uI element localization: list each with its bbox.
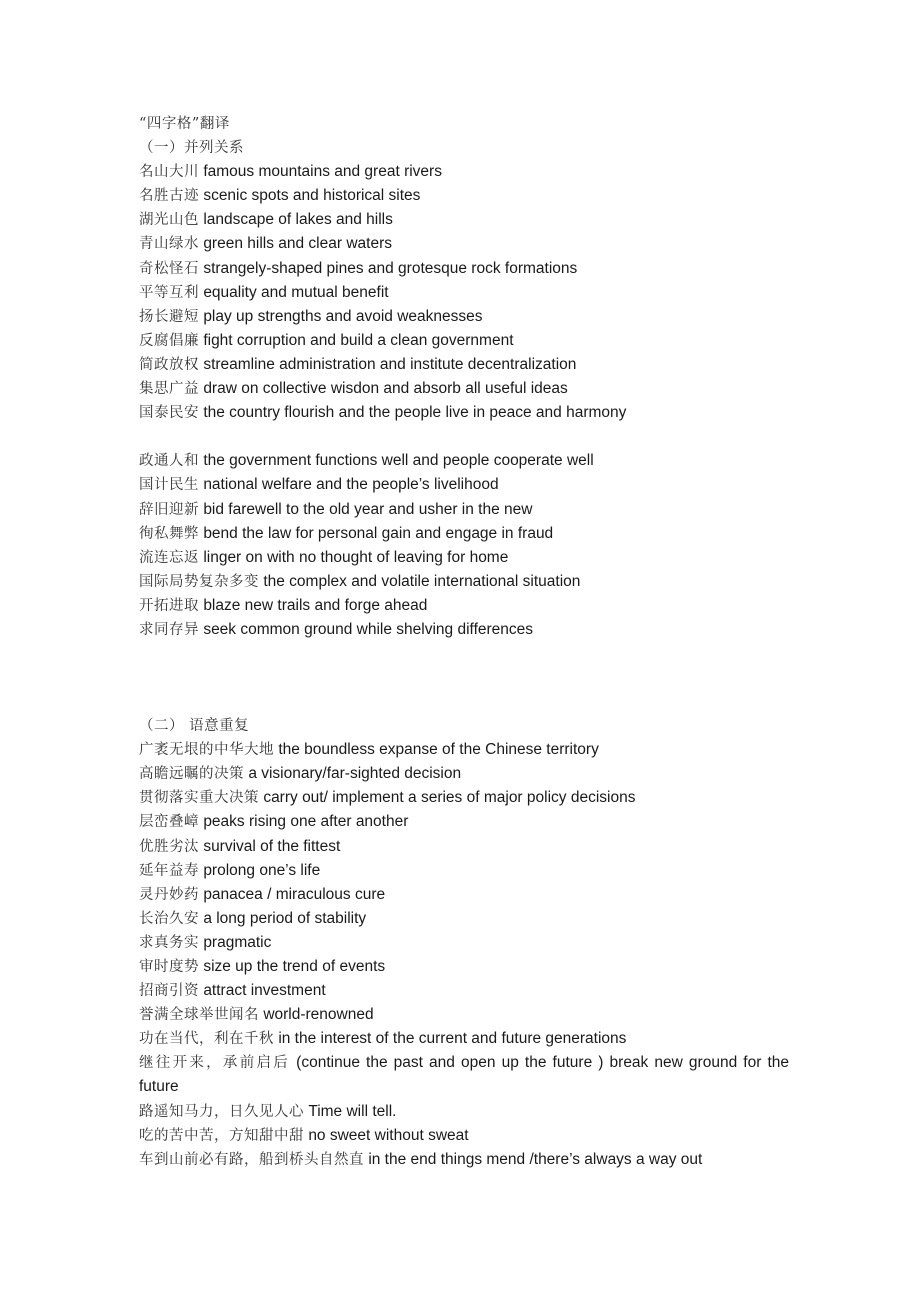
phrase-entry [139,232,789,256]
chinese-phrase: 国泰民安 [139,405,199,422]
phrase-entry [139,1051,789,1099]
phrase-entry [139,1003,789,1027]
phrase-entry [139,835,789,859]
english-translation: (continue the past and open up the future ) break new ground for the future [139,1054,790,1096]
english-translation: in the interest of the current and future generations [278,1030,627,1048]
phrase-entry [139,353,789,377]
phrase-entry [139,618,789,642]
phrase-entry [139,184,789,208]
chinese-phrase: 吃的苦中苦，方知甜中甜 [139,1127,304,1144]
english-translation: the country flourish and the people live in peace and harmony [203,404,627,422]
english-translation: size up the trend of events [203,958,386,975]
english-translation: carry out/ implement a series of major policy decisions [263,789,636,807]
english-translation: famous mountains and great rivers [203,163,442,181]
phrase-entry [139,1148,789,1172]
english-translation: draw on collective wisdon and absorb all useful ideas [203,380,568,398]
phrase-entry [139,160,789,184]
chinese-phrase: 审时度势 [139,959,199,975]
section-heading: （二） 语意重复 [139,718,250,735]
english-translation: peaks rising one after another [203,813,409,831]
chinese-phrase: 开拓进取 [139,597,199,614]
chinese-phrase: 继往开来，承前启后 [139,1055,291,1072]
chinese-phrase: 求真务实 [139,934,199,951]
chinese-phrase: 流连忘返 [139,549,199,566]
phrase-list [139,449,789,642]
english-translation: the complex and volatile international situation [263,572,581,590]
phrase-entry [139,955,789,979]
chinese-phrase: 优胜劣汰 [139,838,199,855]
phrase-entry [139,208,789,232]
english-translation: attract investment [203,982,326,1000]
phrase-entry [139,498,789,522]
chinese-phrase: 集思广益 [139,381,199,398]
chinese-phrase: 广袤无垠的中华大地 [139,742,274,759]
phrase-entry [139,883,789,907]
phrase-entry [139,377,789,401]
phrase-entry [139,594,789,618]
chinese-phrase: 誉满全球举世闻名 [139,1007,259,1024]
chinese-phrase: 高瞻远瞩的决策 [139,766,244,783]
english-translation: survival of the fittest [203,837,341,855]
chinese-phrase: 灵丹妙药 [139,886,199,903]
phrase-entry [139,305,789,329]
chinese-phrase: 贯彻落实重大决策 [139,790,259,807]
chinese-phrase: 名胜古迹 [139,188,199,205]
phrase-entry [139,786,789,810]
english-translation: a long period of stability [203,909,367,927]
chinese-phrase: 功在当代，利在千秋 [139,1031,274,1048]
phrase-list [139,738,789,1172]
phrase-entry [139,859,789,883]
english-translation: landscape of lakes and hills [203,211,393,229]
phrase-entry [139,281,789,305]
document-title: “四字格”翻译 [139,116,230,132]
english-translation: prolong one’s life [203,861,321,879]
section-gap [139,642,789,714]
phrase-entry [139,257,789,281]
chinese-phrase: 名山大川 [139,164,199,181]
english-translation: no sweet without sweat [308,1126,469,1144]
phrase-entry [139,570,789,594]
document-body [139,112,789,1172]
chinese-phrase: 反腐倡廉 [139,332,199,349]
chinese-phrase: 奇松怪石 [139,260,199,277]
chinese-phrase: 招商引资 [139,983,199,1000]
chinese-phrase: 延年益寿 [139,862,199,879]
english-translation: the government functions well and people cooperate well [203,452,594,470]
phrase-entry [139,449,789,473]
phrase-entry [139,329,789,353]
chinese-phrase: 政通人和 [139,453,199,470]
chinese-phrase: 长治久安 [139,910,199,927]
phrase-list [139,160,789,425]
phrase-entry [139,907,789,931]
english-translation: a visionary/far-sighted decision [248,765,462,783]
chinese-phrase: 国际局势复杂多变 [139,573,259,590]
english-translation: scenic spots and historical sites [203,187,421,205]
english-translation: pragmatic [203,933,272,951]
english-translation: panacea / miraculous cure [203,885,386,903]
chinese-phrase: 湖光山色 [139,212,199,229]
english-translation: national welfare and the people’s livelihood [203,476,499,494]
phrase-entry [139,522,789,546]
english-translation: bend the law for personal gain and engage in fraud [203,524,554,542]
english-translation: linger on with no thought of leaving for home [203,548,509,566]
phrase-entry [139,762,789,786]
english-translation: in the end things mend /there’s always a way out [368,1150,703,1168]
chinese-phrase: 徇私舞弊 [139,525,199,542]
english-translation: seek common ground while shelving differences [203,620,534,638]
english-translation: world-renowned [263,1006,374,1024]
chinese-phrase: 求同存异 [139,621,199,638]
english-translation: strangely-shaped pines and grotesque rock formations [203,259,578,277]
english-translation: blaze new trails and forge ahead [203,596,428,614]
blank-line [139,425,789,449]
chinese-phrase: 扬长避短 [139,308,199,325]
english-translation: streamline administration and institute decentralization [203,355,577,373]
phrase-entry [139,1124,789,1148]
phrase-entry [139,979,789,1003]
chinese-phrase: 层峦叠嶂 [139,814,199,831]
phrase-entry [139,738,789,762]
chinese-phrase: 平等互利 [139,284,199,301]
section-heading: （一）并列关系 [139,140,244,157]
english-translation: play up strengths and avoid weaknesses [203,307,483,325]
phrase-entry [139,473,789,497]
chinese-phrase: 国计民生 [139,477,199,494]
phrase-entry [139,1100,789,1124]
chinese-phrase: 辞旧迎新 [139,501,199,518]
chinese-phrase: 车到山前必有路，船到桥头自然直 [139,1151,364,1168]
english-translation: green hills and clear waters [203,235,392,253]
english-translation: Time will tell. [308,1102,397,1120]
english-translation: equality and mutual benefit [203,283,389,301]
chinese-phrase: 青山绿水 [139,236,199,253]
english-translation: the boundless expanse of the Chinese territory [278,741,599,759]
phrase-entry [139,1027,789,1051]
phrase-entry [139,546,789,570]
phrase-entry [139,810,789,834]
chinese-phrase: 路遥知马力，日久见人心 [139,1103,304,1120]
english-translation: fight corruption and build a clean government [203,331,514,349]
chinese-phrase: 简政放权 [139,356,199,373]
phrase-entry [139,401,789,425]
phrase-entry [139,931,789,955]
english-translation: bid farewell to the old year and usher in the new [203,500,533,518]
